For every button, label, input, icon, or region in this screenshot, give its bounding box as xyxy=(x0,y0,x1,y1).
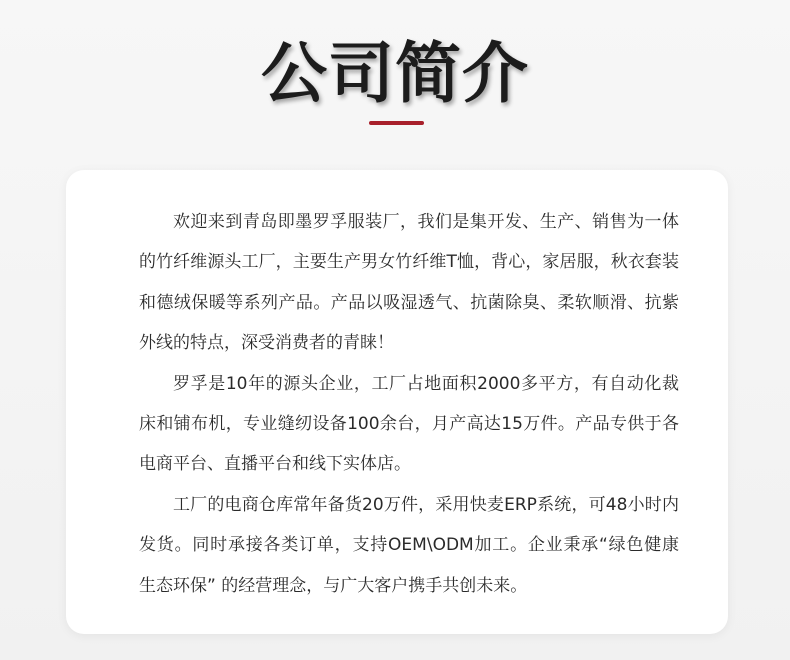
decorative-dot xyxy=(710,352,713,355)
intro-paragraph-2: 罗孚是10年的源头企业，工厂占地面积2000多平方，有自动化裁床和铺布机，专业缝纫设备100余台，月产高达15万件。产品专供于各电商平台、直播平台和线下实体店。 xyxy=(139,373,679,475)
title-underline xyxy=(369,121,424,125)
intro-paragraph-3: 工厂的电商仓库常年备货20万件，采用快麦ERP系统，可48小时内发货。同时承接各类订单，支持OEM\ODM加工。企业秉承“绿色健康 生态环保” 的经营理念，与广大客户携手共创未来。 xyxy=(139,494,679,596)
intro-text xyxy=(139,202,679,606)
intro-card xyxy=(66,170,728,634)
page-title: 公司简介 xyxy=(261,35,529,112)
intro-paragraph-1: 欢迎来到青岛即墨罗孚服装厂，我们是集开发、生产、销售为一体的竹纤维源头工厂，主要生产男女竹纤维T恤，背心，家居服，秋衣套装和德绒保暖等系列产品。产品以吸湿透气、抗菌除臭、柔软顺滑、抗紫外线的特点，深受消费者的青睐！ xyxy=(139,212,679,354)
